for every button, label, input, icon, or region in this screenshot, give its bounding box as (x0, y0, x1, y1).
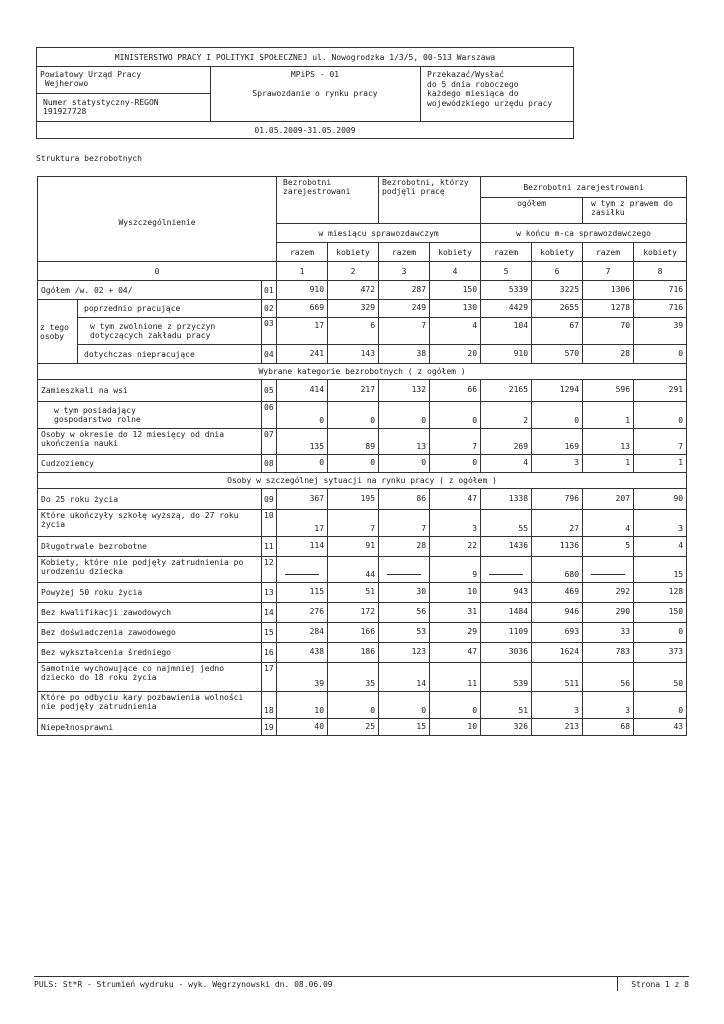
table-cell: 4 (481, 455, 532, 473)
table-cell: 10 (430, 719, 481, 736)
header-registered-end: Bezrobotni zarejestrowani (481, 177, 687, 198)
table-cell: 1278 (583, 300, 634, 318)
table-cell: 28 (379, 537, 430, 557)
table-cell: 68 (583, 719, 634, 736)
table-row (38, 429, 687, 455)
table-cell: 3225 (532, 281, 583, 300)
table-cell: 51 (481, 692, 532, 719)
no-data-dash (387, 574, 421, 575)
table-cell: 367 (277, 489, 328, 510)
header-kobiety: kobiety (328, 243, 379, 262)
table-row (38, 663, 687, 692)
row-label: Bez kwalifikacji zawodowych (38, 603, 262, 623)
table-cell: 438 (277, 643, 328, 663)
column-number: 0 (38, 262, 277, 281)
no-data-dash (489, 574, 523, 575)
table-cell: 472 (328, 281, 379, 300)
table-row (38, 603, 687, 623)
row-label: Niepełnosprawni (38, 719, 262, 736)
table-cell: 195 (328, 489, 379, 510)
table-cell: 0 (328, 455, 379, 473)
column-number: 5 (481, 262, 532, 281)
header-wyszczegolnienie: Wyszczególnienie (38, 177, 277, 262)
column-number: 6 (532, 262, 583, 281)
table-cell: 89 (328, 429, 379, 455)
table-cell: 143 (328, 345, 379, 364)
z-tego-label: z tego osoby (38, 300, 78, 364)
table-cell: 511 (532, 663, 583, 692)
unemployment-structure-table (37, 176, 687, 736)
table-cell: 1338 (481, 489, 532, 510)
no-data-dash (285, 574, 319, 575)
header-razem: razem (277, 243, 328, 262)
header-total: ogółem (481, 198, 583, 224)
row-label: Bez doświadczenia zawodowego (38, 623, 262, 643)
table-cell: 166 (328, 623, 379, 643)
table-cell: 0 (379, 402, 430, 429)
table-cell: 5339 (481, 281, 532, 300)
header-kobiety: kobiety (532, 243, 583, 262)
table-cell: 7 (634, 429, 687, 455)
header-took-job: Bezrobotni, którzy podjęli pracę (379, 177, 481, 224)
table-cell: 4 (634, 537, 687, 557)
table-cell: 213 (532, 719, 583, 736)
table-cell: 172 (328, 603, 379, 623)
table-cell: 17 (277, 510, 328, 537)
row-label: Do 25 roku życia (38, 489, 262, 510)
table-cell: 4 (583, 510, 634, 537)
table-row (38, 537, 687, 557)
table-cell: 0 (430, 402, 481, 429)
table-cell: 31 (430, 603, 481, 623)
row-code: 01 (262, 281, 277, 300)
table-cell: 6 (328, 318, 379, 345)
office-name: Powiatowy Urząd Pracy Wejherowo (40, 70, 142, 88)
column-number: 2 (328, 262, 379, 281)
table-row (38, 345, 687, 364)
table-cell: 15 (634, 557, 687, 583)
table-row (38, 719, 687, 736)
header-kobiety: kobiety (634, 243, 687, 262)
report-period: 01.05.2009-31.05.2009 (254, 126, 356, 135)
table-cell: 56 (379, 603, 430, 623)
form-title: Sprawozdanie o rynku pracy (252, 89, 378, 98)
table-row (38, 455, 687, 473)
table-cell: 796 (532, 489, 583, 510)
footer-print-info: PULS: St*R - Strumień wydruku - wyk. Węgrzynowski dn. 08.06.09 (34, 980, 333, 989)
table-cell: 284 (277, 623, 328, 643)
table-cell-dash (277, 557, 328, 583)
header-razem: razem (379, 243, 430, 262)
table-cell: 241 (277, 345, 328, 364)
form-code: MPiPS - 01 (290, 70, 340, 79)
section-special-situation: Osoby w szczególnej sytuacji na rynku pracy ( z ogółem ) (38, 473, 687, 489)
column-number: 3 (379, 262, 430, 281)
row-code: 08 (262, 455, 277, 473)
table-cell: 91 (328, 537, 379, 557)
table-row (38, 623, 687, 643)
table-cell: 217 (328, 380, 379, 402)
row-label: Ogółem /w. 02 + 04/ (38, 281, 262, 300)
table-cell: 716 (634, 281, 687, 300)
table-cell: 290 (583, 603, 634, 623)
table-cell: 910 (277, 281, 328, 300)
table-cell: 13 (583, 429, 634, 455)
table-cell: 0 (379, 692, 430, 719)
table-cell: 11 (430, 663, 481, 692)
row-code: 12 (262, 557, 277, 583)
table-row (38, 318, 687, 345)
row-label: Długotrwale bezrobotne (38, 537, 262, 557)
table-cell: 1294 (532, 380, 583, 402)
table-cell: 25 (328, 719, 379, 736)
table-cell: 373 (634, 643, 687, 663)
table-cell: 0 (277, 455, 328, 473)
table-cell: 910 (481, 345, 532, 364)
table-cell: 3 (532, 455, 583, 473)
table-cell: 47 (430, 643, 481, 663)
table-cell: 329 (328, 300, 379, 318)
table-row (38, 557, 687, 583)
table-cell-dash (481, 557, 532, 583)
row-code: 07 (262, 429, 277, 455)
row-label: Zamieszkali na wsi (38, 380, 262, 402)
table-cell: 30 (379, 583, 430, 603)
table-cell: 0 (277, 402, 328, 429)
table-cell: 669 (277, 300, 328, 318)
table-cell: 86 (379, 489, 430, 510)
no-data-dash (591, 574, 625, 575)
table-cell: 7 (430, 429, 481, 455)
table-cell: 1306 (583, 281, 634, 300)
row-code: 03 (262, 318, 277, 345)
table-cell: 66 (430, 380, 481, 402)
table-cell: 10 (430, 583, 481, 603)
row-label: Bez wykształcenia średniego (38, 643, 262, 663)
table-cell: 55 (481, 510, 532, 537)
stat-number: Numer statystyczny-REGON 191927728 (43, 98, 159, 116)
table-cell: 680 (532, 557, 583, 583)
page-footer (34, 976, 689, 989)
table-cell: 7 (328, 510, 379, 537)
header-in-month: w miesiącu sprawozdawczym (277, 224, 481, 243)
section-selected-categories: Wybrane kategorie bezrobotnych ( z ogółem ) (38, 364, 687, 380)
table-row (38, 692, 687, 719)
row-label: poprzednio pracujące (78, 300, 262, 318)
header-end-month: w końcu m-ca sprawozdawczego (481, 224, 687, 243)
table-cell: 135 (277, 429, 328, 455)
table-cell: 150 (634, 603, 687, 623)
section-title: Struktura bezrobotnych (36, 154, 142, 163)
table-row (38, 380, 687, 402)
row-code: 16 (262, 643, 277, 663)
table-cell: 132 (379, 380, 430, 402)
row-label: w tym posiadający gospodarstwo rolne (38, 402, 262, 429)
table-cell: 287 (379, 281, 430, 300)
page-number: Strona 1 z 8 (631, 980, 689, 989)
table-cell: 128 (634, 583, 687, 603)
table-cell: 10 (277, 692, 328, 719)
row-code: 04 (262, 345, 277, 364)
row-code: 09 (262, 489, 277, 510)
table-cell: 1 (583, 455, 634, 473)
row-label: Powyżej 50 roku życia (38, 583, 262, 603)
column-number: 4 (430, 262, 481, 281)
table-cell: 0 (634, 623, 687, 643)
table-cell: 115 (277, 583, 328, 603)
table-cell: 0 (328, 402, 379, 429)
table-cell: 90 (634, 489, 687, 510)
row-label: Cudzoziemcy (38, 455, 262, 473)
table-cell: 1624 (532, 643, 583, 663)
table-cell: 17 (277, 318, 328, 345)
table-cell: 9 (430, 557, 481, 583)
table-cell: 3 (634, 510, 687, 537)
row-code: 14 (262, 603, 277, 623)
row-code: 18 (262, 692, 277, 719)
row-label: Które po odbyciu kary pozbawienia wolności nie podjęły zatrudnienia (38, 692, 262, 719)
table-cell: 3 (532, 692, 583, 719)
ministry-line: MINISTERSTWO PRACY I POLITYKI SPOŁECZNEJ ul. Nowogrodzka 1/3/5, 00-513 Warszawa (114, 53, 496, 62)
header-razem: razem (583, 243, 634, 262)
table-cell: 716 (634, 300, 687, 318)
table-cell: 186 (328, 643, 379, 663)
table-cell: 2 (481, 402, 532, 429)
table-cell: 0 (634, 692, 687, 719)
table-cell: 693 (532, 623, 583, 643)
table-cell: 114 (277, 537, 328, 557)
table-cell: 1 (634, 455, 687, 473)
table-cell: 276 (277, 603, 328, 623)
table-cell: 14 (379, 663, 430, 692)
table-cell: 70 (583, 318, 634, 345)
table-cell: 1484 (481, 603, 532, 623)
table-row (38, 583, 687, 603)
row-label: Samotnie wychowujące co najmniej jedno dziecko do 18 roku życia (38, 663, 262, 692)
table-cell: 292 (583, 583, 634, 603)
table-cell-dash (379, 557, 430, 583)
column-number: 8 (634, 262, 687, 281)
table-cell: 53 (379, 623, 430, 643)
table-cell: 0 (532, 402, 583, 429)
table-cell: 1109 (481, 623, 532, 643)
row-code: 19 (262, 719, 277, 736)
table-cell: 40 (277, 719, 328, 736)
table-cell: 56 (583, 663, 634, 692)
table-cell: 0 (430, 455, 481, 473)
row-label: Które ukończyły szkołę wyższą, do 27 roku życia (38, 510, 262, 537)
table-cell: 0 (634, 345, 687, 364)
header-benefit: w tym z prawem do zasiłku (583, 198, 687, 224)
table-row (38, 510, 687, 537)
send-instructions: Przekazać/Wysłać do 5 dnia roboczego każdego miesiąca do wojewódzkiego urzędu pracy (427, 70, 553, 108)
table-cell: 130 (430, 300, 481, 318)
table-cell: 13 (379, 429, 430, 455)
table-cell: 1136 (532, 537, 583, 557)
table-cell: 22 (430, 537, 481, 557)
table-cell: 291 (634, 380, 687, 402)
header-kobiety: kobiety (430, 243, 481, 262)
table-cell: 0 (634, 402, 687, 429)
table-cell: 4 (430, 318, 481, 345)
table-cell: 3036 (481, 643, 532, 663)
table-cell: 207 (583, 489, 634, 510)
table-cell: 38 (379, 345, 430, 364)
row-code: 10 (262, 510, 277, 537)
table-cell: 539 (481, 663, 532, 692)
table-cell: 3 (430, 510, 481, 537)
table-cell: 2655 (532, 300, 583, 318)
row-label: dotychczas niepracujące (78, 345, 262, 364)
table-cell: 570 (532, 345, 583, 364)
table-cell: 596 (583, 380, 634, 402)
table-cell: 1 (583, 402, 634, 429)
table-cell-dash (583, 557, 634, 583)
table-cell: 15 (379, 719, 430, 736)
header-razem: razem (481, 243, 532, 262)
table-cell: 20 (430, 345, 481, 364)
table-cell: 150 (430, 281, 481, 300)
table-cell: 249 (379, 300, 430, 318)
row-code: 02 (262, 300, 277, 318)
table-cell: 0 (430, 692, 481, 719)
table-row (38, 643, 687, 663)
table-cell: 27 (532, 510, 583, 537)
table-cell: 7 (379, 510, 430, 537)
footer-divider (617, 977, 618, 991)
table-cell: 0 (379, 455, 430, 473)
row-code: 06 (262, 402, 277, 429)
row-label: Osoby w okresie do 12 miesięcy od dnia ukończenia nauki (38, 429, 262, 455)
table-cell: 783 (583, 643, 634, 663)
table-cell: 469 (532, 583, 583, 603)
table-cell: 28 (583, 345, 634, 364)
row-code: 15 (262, 623, 277, 643)
row-code: 11 (262, 537, 277, 557)
table-cell: 5 (583, 537, 634, 557)
table-cell: 1436 (481, 537, 532, 557)
table-row (38, 281, 687, 300)
row-code: 13 (262, 583, 277, 603)
table-cell: 269 (481, 429, 532, 455)
table-row (38, 300, 687, 318)
table-cell: 35 (328, 663, 379, 692)
table-cell: 943 (481, 583, 532, 603)
table-cell: 50 (634, 663, 687, 692)
row-code: 17 (262, 663, 277, 692)
table-cell: 123 (379, 643, 430, 663)
table-cell: 47 (430, 489, 481, 510)
table-cell: 67 (532, 318, 583, 345)
table-cell: 946 (532, 603, 583, 623)
table-row (38, 489, 687, 510)
table-cell: 43 (634, 719, 687, 736)
table-cell: 414 (277, 380, 328, 402)
table-row (38, 402, 687, 429)
table-cell: 3 (583, 692, 634, 719)
table-cell: 2165 (481, 380, 532, 402)
row-label: w tym zwolnione z przyczyn dotyczących zakładu pracy (78, 318, 262, 345)
column-number: 1 (277, 262, 328, 281)
table-cell: 104 (481, 318, 532, 345)
row-label: Kobiety, które nie podjęły zatrudnienia po urodzeniu dziecka (38, 557, 262, 583)
table-cell: 4429 (481, 300, 532, 318)
table-cell: 39 (634, 318, 687, 345)
table-cell: 169 (532, 429, 583, 455)
table-cell: 39 (277, 663, 328, 692)
table-cell: 326 (481, 719, 532, 736)
header-registered: Bezrobotni zarejestrowani (277, 177, 379, 224)
table-cell: 29 (430, 623, 481, 643)
table-cell: 44 (328, 557, 379, 583)
table-cell: 51 (328, 583, 379, 603)
report-header (36, 47, 574, 139)
table-cell: 7 (379, 318, 430, 345)
table-cell: 33 (583, 623, 634, 643)
row-code: 05 (262, 380, 277, 402)
column-number: 7 (583, 262, 634, 281)
table-cell: 0 (328, 692, 379, 719)
